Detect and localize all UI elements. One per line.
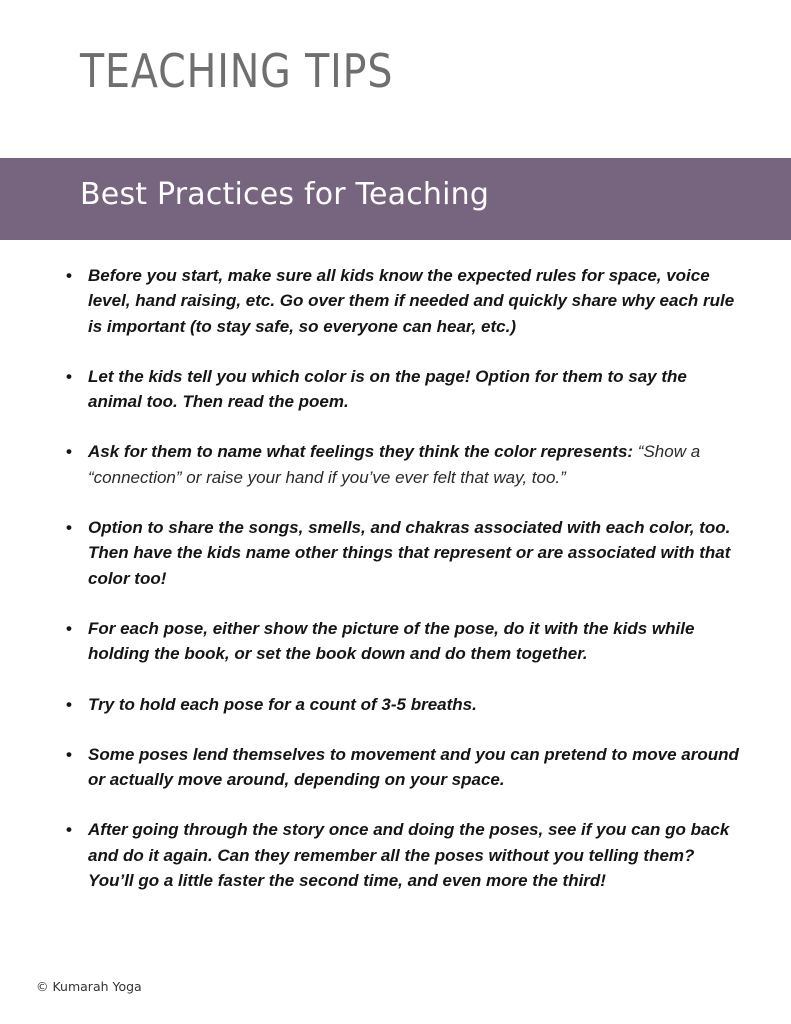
bullet-icon: •	[66, 694, 72, 714]
tip-text: Before you start, make sure all kids know the expected rules for space, voice level, hand raising, etc. Go over them if needed and quickly share why each rule is important (to stay safe, so everyone can hear, etc.)	[88, 266, 735, 336]
list-item	[0, 616, 791, 667]
tip-text: Let the kids tell you which color is on the page! Option for them to say the animal too. Then read the poem.	[88, 366, 687, 412]
bullet-icon: •	[66, 366, 72, 386]
page-title: TEACHING TIPS	[80, 44, 394, 98]
bullet-icon: •	[66, 442, 72, 462]
list-item	[0, 263, 791, 339]
list-item	[0, 364, 791, 415]
tip-text: After going through the story once and doing the poses, see if you can go back and do it again. Can they remember all the poses without you telling them? You’ll go a little faster the second time, and even more the third!	[88, 820, 730, 891]
copyright-footer: © Kumarah Yoga	[36, 979, 142, 994]
tips-list	[0, 263, 791, 918]
section-title: Best Practices for Teaching	[80, 177, 490, 212]
bullet-icon: •	[66, 744, 72, 764]
tip-text-regular: “Show a “connection” or raise your hand if you’ve ever felt that way, too.”	[88, 442, 701, 487]
tip-text: Ask for them to name what feelings they think the color represents:	[88, 442, 634, 462]
bullet-icon: •	[66, 518, 72, 538]
bullet-icon: •	[66, 820, 72, 840]
list-item	[0, 439, 791, 490]
tip-text: Try to hold each pose for a count of 3-5 breaths.	[88, 694, 477, 714]
bullet-icon: •	[66, 618, 72, 638]
tip-text: For each pose, either show the picture of the pose, do it with the kids while holding the book, or set the book down and do them together.	[88, 618, 695, 664]
tip-text: Option to share the songs, smells, and chakras associated with each color, too. Then have the kids name other things that represent or are associated with that color too!	[88, 518, 731, 588]
tip-text: Some poses lend themselves to movement and you can pretend to move around or actually move around, depending on your space.	[88, 744, 739, 790]
section-banner	[0, 158, 791, 240]
bullet-icon: •	[66, 266, 72, 285]
list-item	[0, 515, 791, 591]
list-item	[0, 742, 791, 793]
list-item	[0, 692, 791, 717]
list-item	[0, 817, 791, 893]
